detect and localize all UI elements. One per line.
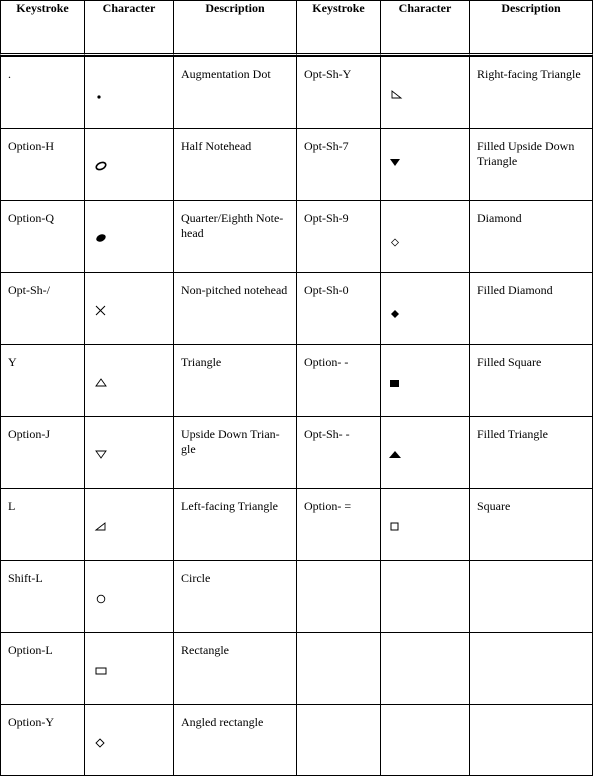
character-cell [84, 416, 173, 488]
description-text [470, 561, 592, 571]
character-cell [380, 416, 469, 488]
keystroke-text: Shift-L [8, 571, 43, 585]
description-cell [469, 488, 593, 560]
description-cell [173, 344, 296, 416]
keystroke-text: Option- - [304, 355, 349, 369]
keystroke-cell [296, 128, 380, 200]
keystroke-cell [296, 344, 380, 416]
character-cell [380, 128, 469, 200]
character-cell [380, 56, 469, 128]
header-character: Character [380, 0, 469, 56]
keystroke-text: Opt-Sh-/ [8, 283, 50, 297]
square-icon [389, 515, 413, 535]
description-cell [173, 200, 296, 272]
character-cell [84, 272, 173, 344]
description-text: Rectangle [181, 643, 229, 657]
keystroke-text: Opt-Sh-7 [304, 139, 349, 153]
description-cell [173, 416, 296, 488]
description-text: Left-facing Triangle [181, 499, 278, 513]
description-cell [173, 704, 296, 776]
table-row [0, 344, 593, 416]
description-cell [469, 632, 593, 704]
character-cell [84, 704, 173, 776]
header-description: Description [173, 0, 296, 56]
table-row [0, 416, 593, 488]
description-cell [469, 344, 593, 416]
table-row [0, 632, 593, 704]
augmentation-dot-icon [93, 83, 117, 103]
keystroke-cell [0, 560, 84, 632]
table-row [0, 560, 593, 632]
character-cell [380, 488, 469, 560]
keystroke-cell [0, 632, 84, 704]
keystroke-text: Opt-Sh-0 [304, 283, 349, 297]
keystroke-text: Option-Q [8, 211, 54, 225]
description-text: Circle [181, 571, 211, 585]
description-text: Filled Diamond [477, 283, 553, 297]
filled-square-icon [389, 371, 413, 391]
character-cell [380, 200, 469, 272]
keystroke-cell [296, 416, 380, 488]
table-row [0, 488, 593, 560]
keystroke-cell [296, 56, 380, 128]
keystroke-cell [0, 704, 84, 776]
keystroke-cell [296, 632, 380, 704]
description-text: Right-facing Triangle [477, 67, 581, 81]
table-row [0, 704, 593, 776]
keystroke-text [297, 561, 380, 571]
description-cell [469, 560, 593, 632]
keystroke-text: Option-L [8, 643, 53, 657]
keystroke-text: Opt-Sh-Y [304, 67, 352, 81]
character-cell [84, 200, 173, 272]
header-row [0, 0, 593, 56]
filled-down-triangle-icon [389, 155, 413, 175]
description-text [470, 633, 592, 643]
keystroke-cell [296, 488, 380, 560]
character-cell [84, 488, 173, 560]
description-cell [173, 128, 296, 200]
description-text: Upside Down Trian-gle [181, 427, 280, 456]
keystroke-text [297, 633, 380, 643]
table-row [0, 56, 593, 128]
circle-icon [93, 587, 117, 607]
character-cell [380, 344, 469, 416]
left-triangle-icon [93, 515, 117, 535]
filled-triangle-icon [389, 443, 413, 463]
description-text: Filled Upside Down Triangle [477, 139, 575, 168]
table-row [0, 272, 593, 344]
description-text: Filled Triangle [477, 427, 549, 441]
description-text: Non-pitched notehead [181, 283, 288, 297]
description-text: Angled rectangle [181, 715, 264, 729]
keystroke-cell [0, 416, 84, 488]
keystroke-text: . [8, 67, 11, 81]
filled-diamond-icon [389, 299, 413, 319]
header-keystroke: Keystroke [296, 0, 380, 56]
keystroke-text: Option-J [8, 427, 50, 441]
right-triangle-icon [389, 83, 413, 103]
table-row [0, 200, 593, 272]
header-keystroke: Keystroke [0, 0, 84, 56]
description-cell [469, 128, 593, 200]
description-text: Quarter/Eighth Note-head [181, 211, 284, 240]
description-text: Diamond [477, 211, 522, 225]
keystroke-text: Opt-Sh- - [304, 427, 350, 441]
keystroke-text: Option-H [8, 139, 54, 153]
keystroke-text [297, 705, 380, 715]
keystroke-cell [0, 272, 84, 344]
character-cell [84, 560, 173, 632]
keystroke-text: Option- = [304, 499, 352, 513]
character-cell [84, 632, 173, 704]
keystroke-cell [0, 56, 84, 128]
description-cell [469, 416, 593, 488]
table-row [0, 128, 593, 200]
rectangle-icon [93, 659, 117, 679]
keystroke-text: Option-Y [8, 715, 54, 729]
character-cell [380, 632, 469, 704]
keystroke-cell [0, 344, 84, 416]
half-notehead-icon [93, 155, 117, 175]
x-notehead-icon [93, 299, 117, 319]
character-cell [84, 344, 173, 416]
keystroke-text: Y [8, 355, 17, 369]
keystroke-cell [296, 560, 380, 632]
keystroke-text: L [8, 499, 16, 513]
description-text [470, 705, 592, 715]
description-cell [173, 56, 296, 128]
description-text: Filled Square [477, 355, 542, 369]
description-text: Half Notehead [181, 139, 252, 153]
character-cell [380, 560, 469, 632]
keystroke-cell [0, 200, 84, 272]
header-description: Description [469, 0, 593, 56]
diamond-icon [389, 227, 413, 247]
keystroke-cell [0, 488, 84, 560]
keystroke-cell [296, 272, 380, 344]
character-cell [380, 272, 469, 344]
description-cell [173, 488, 296, 560]
description-cell [469, 200, 593, 272]
angled-rectangle-icon [93, 731, 117, 751]
description-text: Augmentation Dot [181, 67, 271, 81]
keystroke-text: Opt-Sh-9 [304, 211, 349, 225]
keystroke-cell [0, 128, 84, 200]
description-cell [469, 704, 593, 776]
character-cell [84, 128, 173, 200]
description-text: Triangle [181, 355, 222, 369]
character-cell [380, 704, 469, 776]
description-cell [469, 272, 593, 344]
description-cell [173, 632, 296, 704]
triangle-icon [93, 371, 117, 391]
header-character: Character [84, 0, 173, 56]
quarter-notehead-icon [93, 227, 117, 247]
description-cell [173, 272, 296, 344]
description-cell [173, 560, 296, 632]
down-triangle-icon [93, 443, 117, 463]
character-cell [84, 56, 173, 128]
keystroke-cell [296, 200, 380, 272]
keystroke-cell [296, 704, 380, 776]
description-cell [469, 56, 593, 128]
description-text: Square [477, 499, 511, 513]
